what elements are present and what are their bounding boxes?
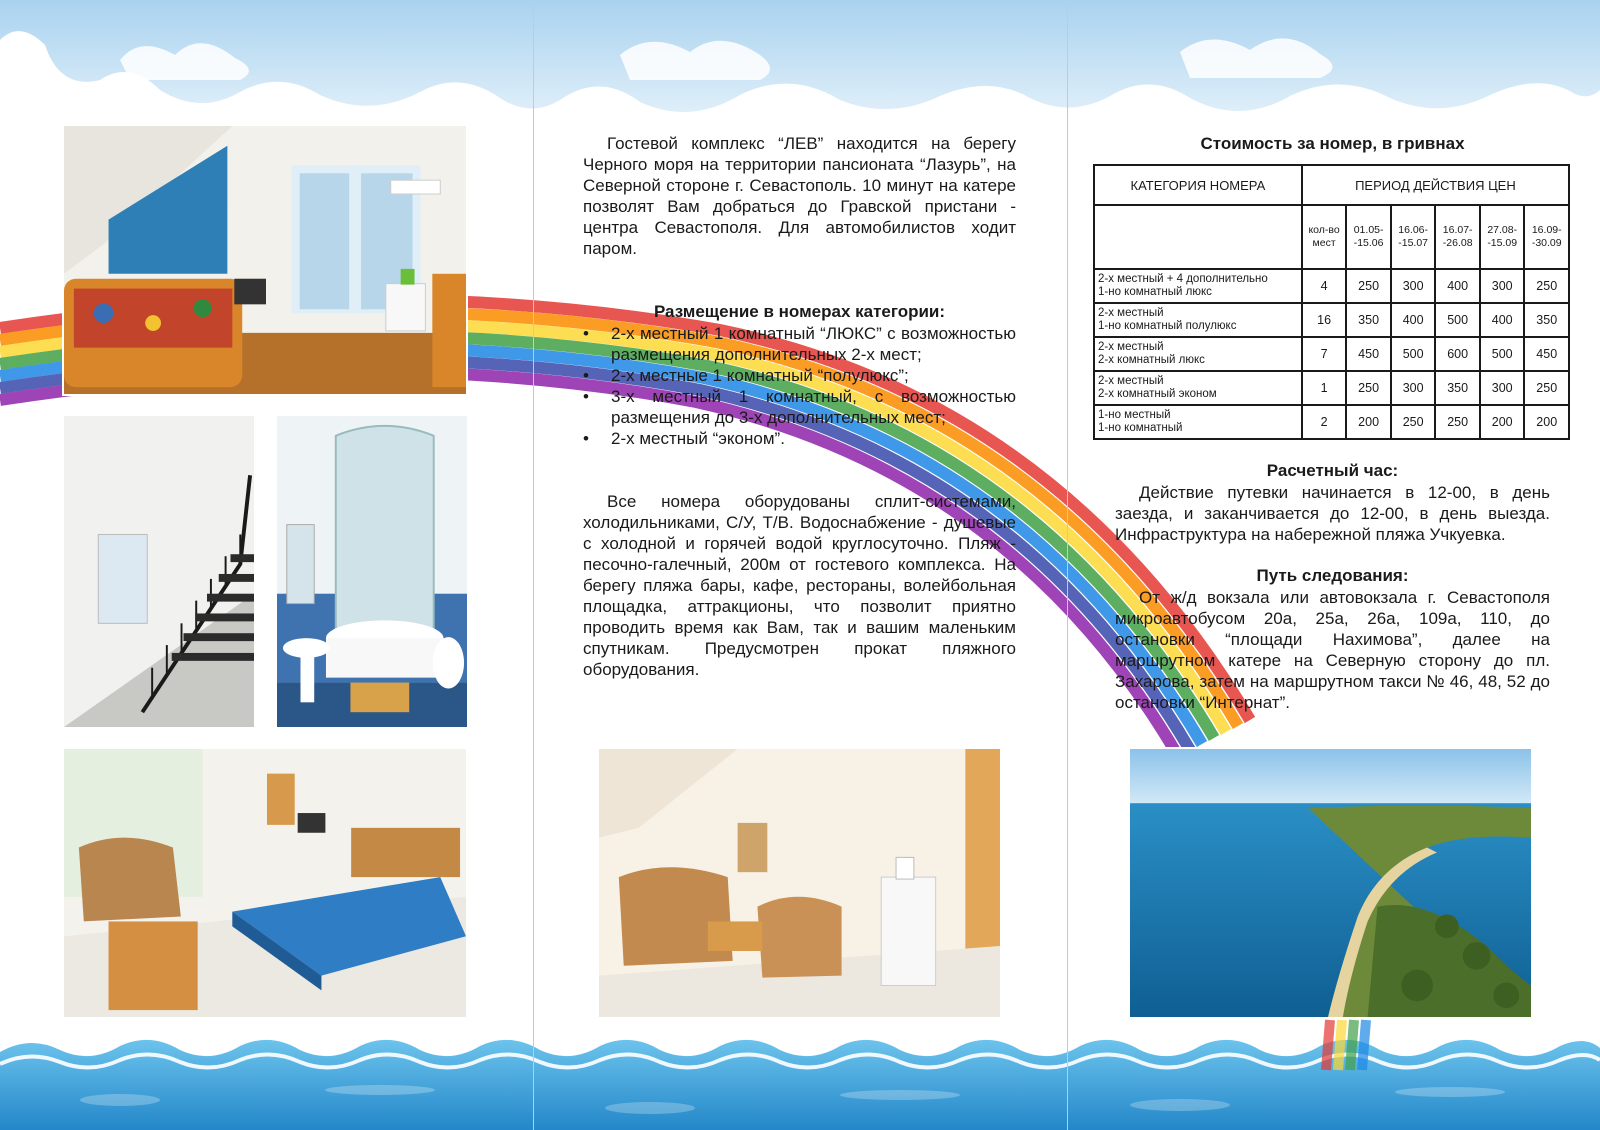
header-places: кол-во мест [1302, 205, 1347, 269]
room-item: • 2-х местный “эконом”. [583, 429, 785, 448]
route-heading: Путь следования: [1256, 566, 1409, 585]
table-row: 2-х местный 1-но комнатный полулюкс 16 350 400 500 400 350 [1094, 303, 1569, 337]
middle-panel-text [583, 133, 1016, 680]
intro-paragraph: Гостевой комплекс “ЛЕВ” находится на берегу Черного моря на территории пансионата “Лазурь”, на Северной стороне г. Севастополь. 10 минут на катере позволят Вам добраться до Гравской пристани - центра Севастополя. Для автомобилистов ходит паром. [583, 134, 1016, 258]
room-item: • 2-х местные 1 комнатный “полулюкс”; [583, 366, 909, 385]
header-period: ПЕРИОД ДЕЙСТВИЯ ЦЕН [1302, 165, 1569, 205]
header-period-1: 01.05- -15.06 [1346, 205, 1391, 269]
rooms-heading: Размещение в номерах категории: [653, 302, 946, 321]
header-period-2: 16.06- -15.07 [1391, 205, 1436, 269]
table-row: 1-но местный 1-но комнатный 2 200 250 250 200 200 [1094, 405, 1569, 439]
checkout-paragraph: Действие путевки начинается в 12-00, в день заезда, и заканчивается до 12-00, в день выезда. Инфраструктура на набережной пляжа Учкуевка. [1115, 483, 1550, 544]
photo-suite-living-room [62, 124, 468, 396]
photo-coastline-beach [1128, 747, 1533, 1019]
right-panel-text [1115, 460, 1550, 713]
route-paragraph: От ж/д вокзала или автовокзала г. Севастополя микроавтобусом 20а, 25а, 26а, 109а, 110, до остановки “площади Нахимова”, далее на маршрутном катере на Северную сторону до пл. Захарова, затем на маршрутном такси № 46, 48, 52 до остановки “Интернат”. [1115, 588, 1550, 712]
amenities-paragraph: Все номера оборудованы сплит-системами, холодильниками, С/У, Т/В. Водоснабжение - душевые с холодной и горячей водой круглосуточно. Пляж - песочно-галечный, 200м от гостевого комплекса. На берегу пляжа бары, кафе, рестораны, волейбольная площадка, аттракционы, что позволит приятно проводить время как Вам, так и вашим маленьким спутникам. Предусмотрен прокат пляжного оборудования. [583, 492, 1016, 679]
price-table [1093, 164, 1570, 440]
header-empty [1094, 205, 1302, 269]
rooms-list [583, 323, 1016, 449]
header-category: КАТЕГОРИЯ НОМЕРА [1094, 165, 1302, 205]
fold-line-right [1067, 0, 1068, 1130]
table-row: 2-х местный 2-х комнатный эконом 1 250 300 350 300 250 [1094, 371, 1569, 405]
room-item: • 3-х местный 1 комнатный, с возможностью размещения до 3-х дополнительных мест; [583, 387, 1016, 427]
checkout-heading: Расчетный час: [1266, 461, 1399, 480]
photo-bathroom-shower [275, 414, 469, 729]
header-period-3: 16.07- -26.08 [1435, 205, 1480, 269]
header-period-4: 27.08- -15.09 [1480, 205, 1525, 269]
price-table-title: Стоимость за номер, в гривнах [1200, 134, 1465, 153]
photo-suite-sitting-area [597, 747, 1002, 1019]
table-row: 2-х местный + 4 дополнительно 1-но комнатный люкс 4 250 300 400 300 250 [1094, 269, 1569, 303]
table-row: 2-х местный 2-х комнатный люкс 7 450 500 600 500 450 [1094, 337, 1569, 371]
header-period-5: 16.09- -30.09 [1524, 205, 1569, 269]
photo-bedroom-blue [62, 747, 468, 1019]
photo-staircase [62, 414, 256, 729]
fold-line-left [533, 0, 534, 1130]
room-item: • 2-х местный 1 комнатный “ЛЮКС” с возможностью размещения дополнительных 2-х мест; [583, 324, 1016, 364]
